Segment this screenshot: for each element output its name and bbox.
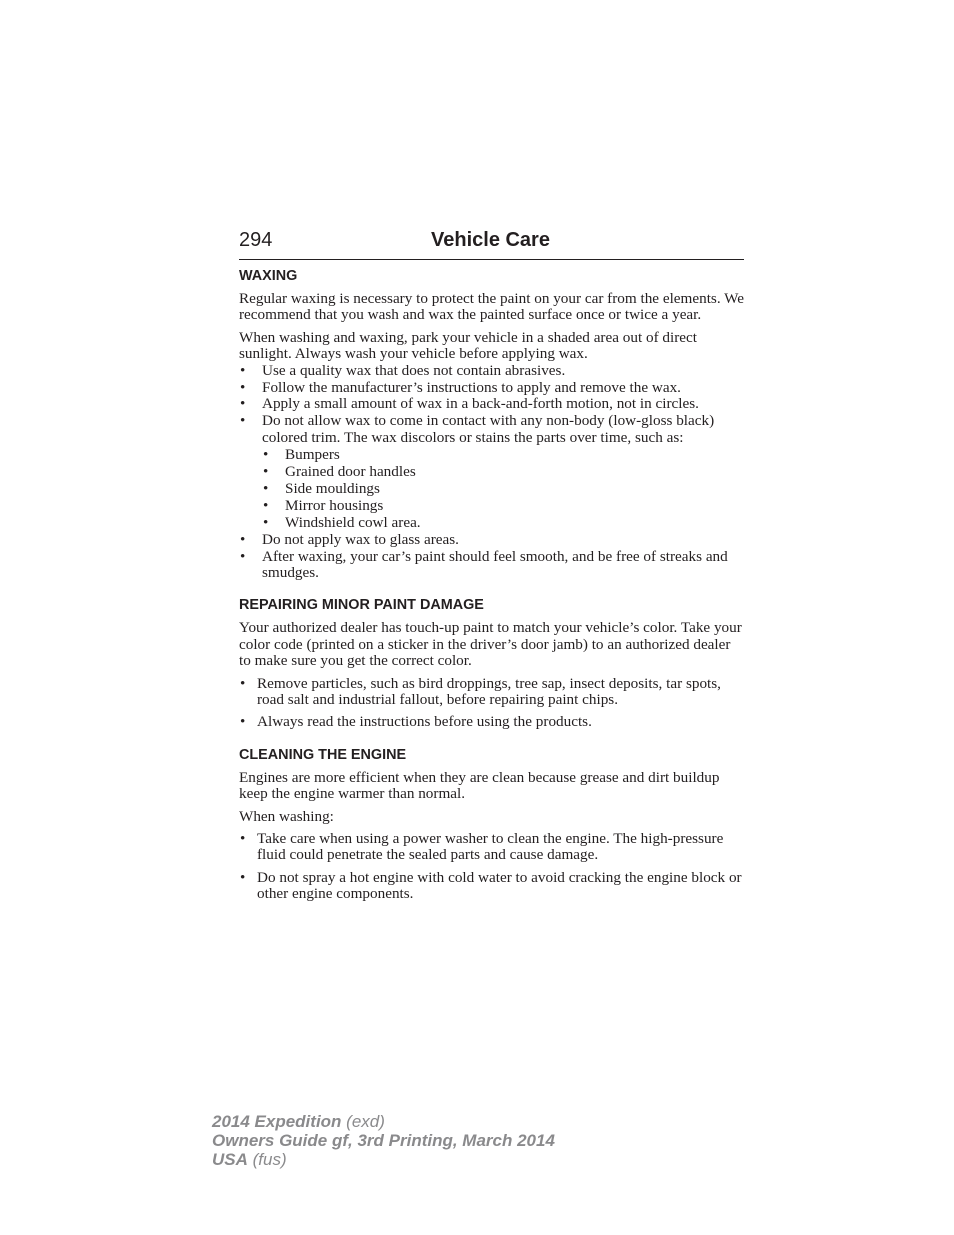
paint-bullet-list (239, 676, 744, 731)
engine-bullet-list (239, 831, 744, 903)
paint-paragraph: Your authorized dealer has touch-up paint to match your vehicle’s color. Take your color code (printed on a sticker in the driver’s door jamb) to an authorized dealer to make sure you get the correct color. (239, 619, 742, 670)
list-item-trim (239, 413, 744, 531)
sub-list-item: • Bumpers (262, 447, 744, 463)
list-item: • After waxing, your car’s paint should feel smooth, and be free of streaks and smudges. (239, 549, 744, 582)
page-number: 294 (239, 229, 273, 251)
sub-list-item: • Side mouldings (262, 481, 744, 497)
page-header (239, 226, 744, 260)
list-item: • Use a quality wax that does not contain abrasives. (239, 363, 744, 379)
list-item: • Apply a small amount of wax in a back-and-forth motion, not in circles. (239, 396, 744, 412)
footer-model: 2014 Expedition (212, 1112, 342, 1131)
sub-list-item: • Mirror housings (262, 498, 744, 514)
waxing-bullet-list (239, 363, 744, 582)
list-item: • Always read the instructions before using the products. (239, 714, 744, 730)
paint-heading: REPAIRING MINOR PAINT DAMAGE (239, 597, 484, 614)
sub-list-item: • Grained door handles (262, 464, 744, 480)
footer-market: USA (212, 1150, 248, 1169)
engine-heading: CLEANING THE ENGINE (239, 746, 407, 763)
section-title: Vehicle Care (431, 229, 550, 251)
page-content (239, 267, 744, 909)
footer-line-3 (212, 1150, 555, 1169)
engine-paragraph-2: When washing: (239, 807, 334, 825)
list-item: • Do not spray a hot engine with cold water to avoid cracking the engine block or other engine components. (239, 870, 744, 903)
list-item: • Take care when using a power washer to clean the engine. The high-pressure fluid could penetrate the sealed parts and cause damage. (239, 831, 744, 864)
waxing-heading: WAXING (239, 268, 298, 284)
footer-line-2: Owners Guide gf, 3rd Printing, March 2014 (212, 1131, 555, 1150)
list-item: • Do not apply wax to glass areas. (239, 532, 744, 548)
waxing-paragraph-2: When washing and waxing, park your vehicle in a shaded area out of direct sunlight. Always wash your vehicle before applying wax. (239, 328, 697, 363)
footer-line-1 (212, 1112, 555, 1131)
trim-sub-list (262, 447, 744, 531)
sub-list-item: • Windshield cowl area. (262, 515, 744, 531)
list-item-text: Do not allow wax to come in contact with any non-body (low-gloss black) colored trim. The wax discolors or stains the parts over time, such as: (262, 412, 715, 446)
list-item: • Remove particles, such as bird droppings, tree sap, insect deposits, tar spots, road salt and industrial fallout, before repairing paint chips. (239, 676, 744, 709)
list-item: • Follow the manufacturer’s instructions to apply and remove the wax. (239, 380, 744, 396)
page-footer (212, 1112, 555, 1169)
footer-model-code: (exd) (341, 1112, 385, 1131)
waxing-paragraph-1: Regular waxing is necessary to protect the paint on your car from the elements. We recommend that you wash and wax the painted surface once or twice a year. (239, 290, 745, 324)
engine-paragraph-1: Engines are more efficient when they are clean because grease and dirt buildup keep the engine warmer than normal. (239, 768, 720, 803)
footer-market-code: (fus) (247, 1150, 287, 1169)
